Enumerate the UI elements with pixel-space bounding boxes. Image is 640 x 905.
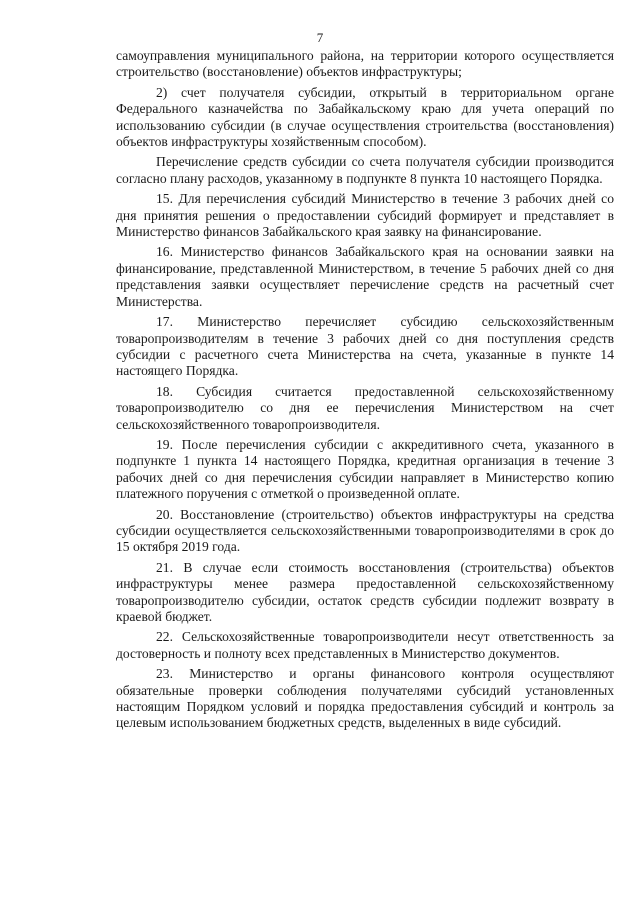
paragraph-continuation: самоуправления муниципального района, на территории которого осуществляется строительство (восстановление) объектов инфраструктуры; (116, 48, 614, 80)
page-number: 7 (316, 30, 324, 45)
document-body (116, 48, 614, 736)
paragraph-15: 15. Для перечисления субсидий Министерство в течение 3 рабочих дней со дня принятия решения о предоставлении субсидий формирует и представляет в Министерство финансов Забайкальского края заявку на финансирование. (116, 191, 614, 240)
paragraph-19: 19. После перечисления субсидии с аккредитивного счета, указанного в подпункте 1 пункта 14 настоящего Порядка, кредитная организация в течение 3 рабочих дней со дня перечисления субсидии направляет в Министерство копию платежного поручения с отметкой о произведенной оплате. (116, 436, 614, 502)
paragraph-transfer-note: Перечисление средств субсидии со счета получателя субсидии производится согласно плану расходов, указанному в подпункте 8 пункта 10 настоящего Порядка. (116, 154, 614, 186)
paragraph-22: 22. Сельскохозяйственные товаропроизводители несут ответственность за достоверность и полноту всех представленных в Министерство документов. (116, 629, 614, 661)
paragraph-23: 23. Министерство и органы финансового контроля осуществляют обязательные проверки соблюдения получателями субсидий установленных настоящим Порядком условий и порядка предоставления субсидий и контроль за целевым использованием бюджетных средств, выделенных в виде субсидий. (116, 666, 614, 731)
paragraph-16: 16. Министерство финансов Забайкальского края на основании заявки на финансирование, представленной Министерством, в течение 5 рабочих дней со дня представления заявки осуществляет перечисление средств на расчетный счет Министерства. (116, 244, 614, 309)
paragraph-subitem-2: 2) счет получателя субсидии, открытый в территориальном органе Федерального казначейства по Забайкальскому краю для учета операций по использованию субсидии (в случае осуществления строительства (восстановления) объектов инфраструктуры хозяйственным способом). (116, 84, 614, 150)
paragraph-18: 18. Субсидия считается предоставленной сельскохозяйственному товаропроизводителю со дня ее перечисления Министерством на счет сельскохозяйственного товаропроизводителя. (116, 383, 614, 432)
paragraph-17: 17. Министерство перечисляет субсидию сельскохозяйственным товаропроизводителям в течение 3 рабочих дней со дня поступления средств субсидии с расчетного счета Министерства на счета, указанные в пункте 14 настоящего Порядка. (116, 314, 614, 379)
paragraph-20: 20. Восстановление (строительство) объектов инфраструктуры на средства субсидии осуществляется сельскохозяйственными товаропроизводителями в срок до 15 октября 2019 года. (116, 506, 614, 555)
paragraph-21: 21. В случае если стоимость восстановления (строительства) объектов инфраструктуры менее размера предоставленной сельскохозяйственному товаропроизводителю субсидии, остаток средств субсидии подлежит возврату в краевой бюджет. (116, 559, 614, 624)
